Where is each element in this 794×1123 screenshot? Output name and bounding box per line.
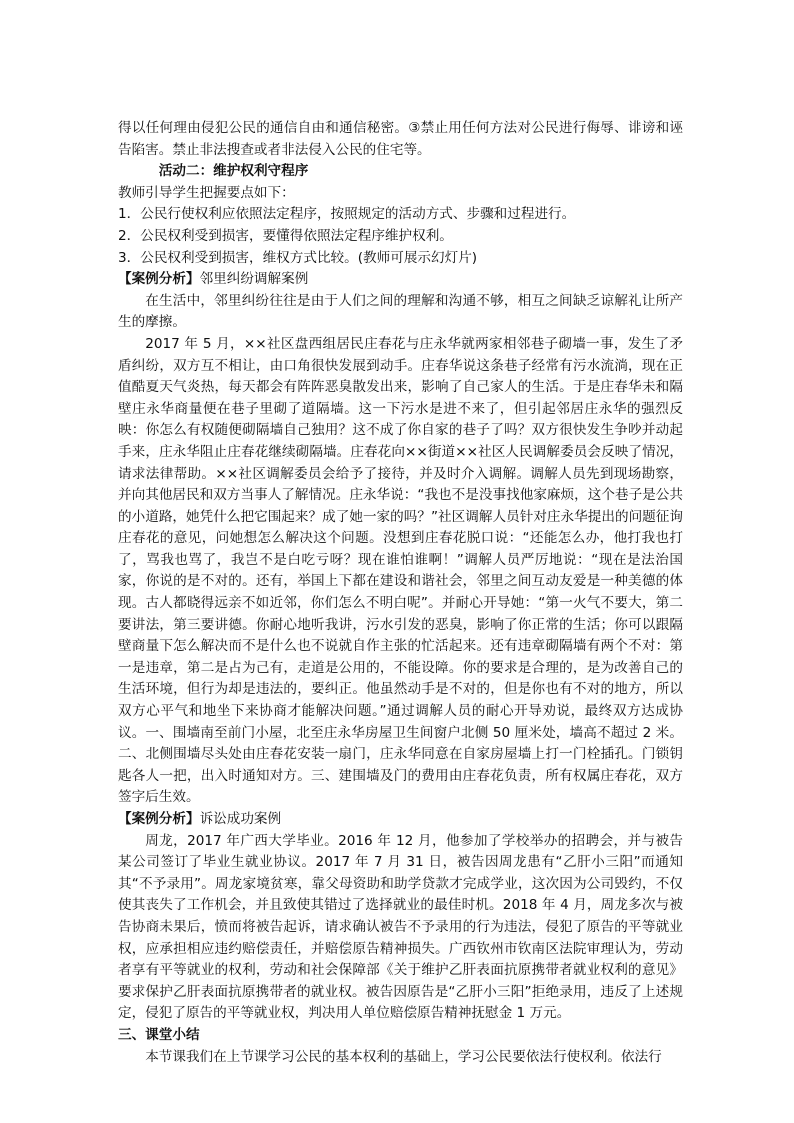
- activity-two-heading: 活动二：维护权利守程序: [158, 163, 309, 180]
- case-two-title: [118, 809, 683, 831]
- case-one-intro: 在生活中，邻里纠纷往往是由于人们之间的理解和沟通不够，相互之间缺乏谅解礼让所产生的摩擦。: [118, 292, 683, 331]
- point-2: 2．公民权利受到损害，要懂得依照法定程序维护权利。: [118, 227, 453, 244]
- document-page: [118, 118, 683, 1068]
- section-three-heading: 三、课堂小结: [118, 1026, 200, 1043]
- case-one-title: [118, 269, 683, 291]
- summary-paragraph: 本节课我们在上节课学习公民的基本权利的基础上，学习公民要依法行使权利。依法行: [145, 1048, 662, 1065]
- case-one-body: 2017 年 5 月，××社区盘西组居民庄春花与庄永华就两家相邻巷子砌墙一事，发生了矛盾纠纷，双方互不相让，由口角很快发展到动手。庄春华说这条巷子经常有污水流淌，现在正值酷夏天气炎热，每天都会有阵阵恶臭散发出来，影响了自己家人的生活。于是庄春华未和隔壁庄永华商量便在巷子里砌了道隔墙。这一下污水是进不来了，但引起邻居庄永华的强烈反映：你怎么有权随便砌隔墙自己独用？这不成了你自家的巷子了吗？双方很快发生争吵并动起手来，庄永华阻止庄春花继续砌隔墙。庄春花向××街道××社区人民调解委员会反映了情况，请求法律帮助。××社区调解委员会给予了接待，并及时介入调解。调解人员先到现场勘察，并向其他居民和双方当事人了解情况。庄永华说：“我也不是没事找他家麻烦，这个巷子是公共的小道路，她凭什么把它围起来？成了她一家的吗？”社区调解人员针对庄永华提出的问题征询庄春花的意见，问她想怎么解决这个问题。没想到庄春花脱口说：“还能怎么办，他打我也打了，骂我也骂了，我岂不是白吃亏呀？现在谁怕谁啊！”调解人员严厉地说：“现在是法治国家，你说的是不对的。还有，举国上下都在建设和谐社会，邻里之间互动友爱是一种美德的体现。古人都晓得远亲不如近邻，你们怎么不明白呢”。并耐心开导她：“第一火气不要大，第二要讲法，第三要讲德。你耐心地听我讲，污水引发的恶臭，影响了你正常的生活；你可以跟隔壁商量下怎么解决而不是什么也不说就自作主张的忙活起来。还有违章砌隔墙有两个不对：第一是违章，第二是占为己有，走道是公用的，不能设障。你的要求是合理的，是为改善自己的生活环境，但行为却是违法的，要纠正。他虽然动手是不对的，但是你也有不对的地方，所以双方心平气和地坐下来协商才能解决问题。”通过调解人员的耐心开导劝说，最终双方达成协议。一、围墙南至前门小屋，北至庄永华房屋卫生间窗户北侧 50 厘米处，墙高不超过 2 米。二、北侧围墙尽头处由庄春花安装一扇门，庄永华同意在自家房屋墙上打一门栓插孔。门锁钥匙各人一把，出入时通知对方。三、建围墙及门的费用由庄春花负责，所有权属庄春花，双方签字后生效。: [118, 335, 683, 806]
- case-one-tag: 【案例分析】: [118, 271, 200, 288]
- teacher-guide-text: 教师引导学生把握要点如下：: [118, 184, 295, 201]
- paragraph-rights-continuation: 得以任何理由侵犯公民的通信自由和通信秘密。③禁止用任何方法对公民进行侮辱、诽谤和诬告陷害。禁止非法搜查或者非法侵入公民的住宅等。: [118, 120, 683, 158]
- case-two-title-text: 诉讼成功案例: [199, 811, 282, 827]
- point-3: 3．公民权利受到损害，维权方式比较。(教师可展示幻灯片): [118, 249, 478, 266]
- case-two-tag: 【案例分析】: [118, 811, 200, 827]
- case-two-body: 周龙，2017 年广西大学毕业。2016 年 12 月，他参加了学校举办的招聘会，并与被告某公司签订了毕业生就业协议。2017 年 7 月 31 日，被告因周龙患有“乙肝小三阳”而通知其“不予录用”。周龙家境贫寒，靠父母资助和助学贷款才完成学业，这次因为公司毁约，不仅使其丧失了工作机会，并且致使其错过了选择就业的最佳时机。2018 年 4 月，周龙多次与被告协商未果后，愤而将被告起诉，请求确认被告不予录用的行为违法，侵犯了原告的平等就业权，应承担相应违约赔偿责任，并赔偿原告精神损失。广西钦州市钦南区法院审理认为，劳动者享有平等就业的权利，劳动和社会保障部《关于维护乙肝表面抗原携带者就业权利的意见》要求保护乙肝表面抗原携带者的就业权。被告因原告是“乙肝小三阳”拒绝录用，违反了上述规定，侵犯了原告的平等就业权，判决用人单位赔偿原告精神抚慰金 1 万元。: [118, 832, 683, 1022]
- case-one-title-text: 邻里纠纷调解案例: [199, 271, 309, 288]
- point-1: 1．公民行使权利应依照法定程序，按照规定的活动方式、步骤和过程进行。: [118, 206, 576, 223]
